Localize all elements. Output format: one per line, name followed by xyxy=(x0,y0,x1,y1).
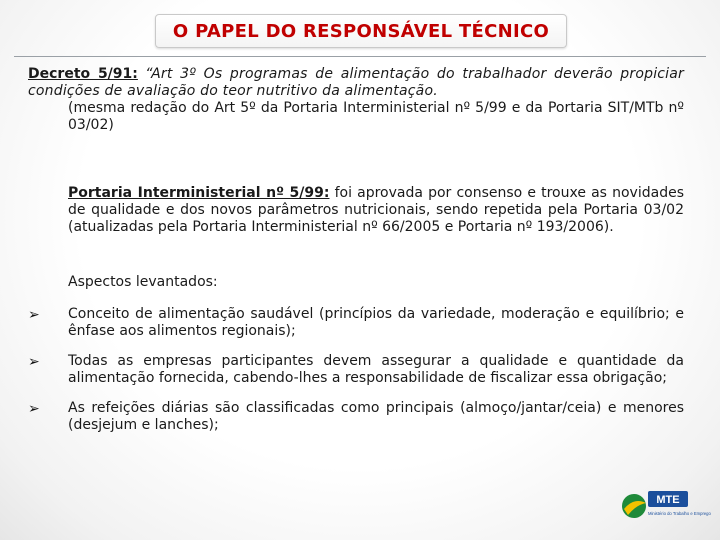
bullet-list xyxy=(28,306,684,447)
logo-subtext: Ministério do Trabalho e Emprego xyxy=(648,511,711,516)
portaria-text: foi aprovada por consenso e trouxe as novidades de qualidade e dos novos parâmetros nutricionais, sendo repetida pela Portaria 03/02 (atualizadas pela Portaria Interministerial nº 66/2005 e Portaria nº 193/2006). xyxy=(68,185,684,235)
portaria-ref: Portaria Interministerial nº 5/99: xyxy=(68,185,330,201)
list-item xyxy=(28,306,684,340)
page-title: O PAPEL DO RESPONSÁVEL TÉCNICO xyxy=(172,20,550,42)
logo-text: MTE xyxy=(656,494,680,506)
bullet-text: As refeições diárias são classificadas como principais (almoço/jantar/ceia) e menores (desjejum e lanches); xyxy=(68,400,684,433)
decreto-quote: “Art 3º Os programas de alimentação do trabalhador deverão propiciar condições de avaliação do teor nutritivo da alimentação. xyxy=(28,66,685,99)
mte-logo xyxy=(620,487,711,525)
arrow-bullet-icon: ➢ xyxy=(28,401,40,417)
list-item xyxy=(28,400,684,434)
arrow-bullet-icon: ➢ xyxy=(28,354,40,370)
divider xyxy=(14,56,706,57)
bullet-text: Conceito de alimentação saudável (princípios da variedade, moderação e equilíbrio; e ênfase aos alimentos regionais); xyxy=(68,306,684,339)
title-bar xyxy=(155,14,567,48)
arrow-bullet-icon: ➢ xyxy=(28,307,40,323)
decreto-ref: Decreto 5/91: xyxy=(28,66,138,82)
bullet-text: Todas as empresas participantes devem assegurar a qualidade e quantidade da alimentação fornecida, cabendo-lhes a responsabilidade de fiscalizar essa obrigação; xyxy=(68,353,684,386)
list-item xyxy=(28,353,684,387)
aspectos-label-wrap xyxy=(68,274,684,291)
decreto-note: (mesma redação do Art 5º da Portaria Interministerial nº 5/99 e da Portaria SIT/MTb nº 03/02) xyxy=(68,100,684,133)
decreto-paragraph xyxy=(28,66,684,134)
portaria-paragraph xyxy=(68,185,684,236)
aspectos-label: Aspectos levantados: xyxy=(68,274,218,290)
